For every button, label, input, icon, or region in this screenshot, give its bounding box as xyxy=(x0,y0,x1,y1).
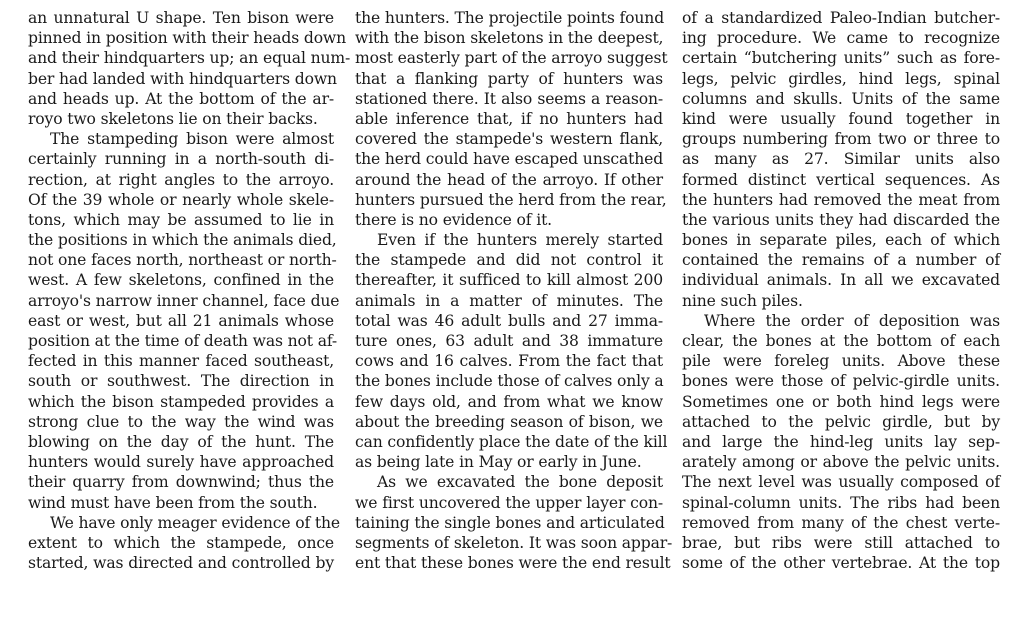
text-line: legs, pelvic girdles, hind legs, spinal xyxy=(682,69,1000,88)
text-line: the positions in which the animals died, xyxy=(28,231,337,250)
text-line: columns and skulls. Units of the same xyxy=(682,89,1000,108)
text-line: thereafter, it sufficed to kill almost 200 xyxy=(355,271,663,290)
text-line: we first uncovered the upper layer con- xyxy=(355,493,663,512)
text-line: there is no evidence of it. xyxy=(355,210,552,229)
text-line: with the bison skeletons in the deepest, xyxy=(355,29,664,48)
text-line: the herd could have escaped unscathed xyxy=(355,150,664,169)
text-line: nine such piles. xyxy=(682,291,803,310)
text-line: and their hindquarters up; an equal num- xyxy=(28,49,351,68)
text-line: around the head of the arroyo. If other xyxy=(355,170,663,189)
text-line: south or southwest. The direction in xyxy=(28,372,334,391)
text-line: the stampede and did not control it xyxy=(355,251,663,270)
text-line: As we excavated the bone deposit xyxy=(377,473,663,492)
text-line: arroyo's narrow inner channel, face due xyxy=(28,291,340,310)
text-line: formed distinct vertical sequences. As xyxy=(682,170,1000,189)
text-line: most easterly part of the arroyo suggest xyxy=(355,49,668,68)
text-line: hunters would surely have approached xyxy=(28,453,334,472)
text-line: tons, which may be assumed to lie in xyxy=(28,210,334,229)
text-line: certainly running in a north-south di- xyxy=(28,150,334,169)
text-line: Where the order of deposition was xyxy=(704,311,1000,330)
text-line: bones in separate piles, each of which xyxy=(682,231,1000,250)
text-line: total was 46 adult bulls and 27 imma- xyxy=(355,311,663,330)
text-line: bones were those of pelvic-girdle units. xyxy=(682,372,1000,391)
text-line: pinned in position with their heads down xyxy=(28,29,347,48)
text-line: ber had landed with hindquarters down xyxy=(28,69,337,88)
text-line: east or west, but all 21 animals whose xyxy=(28,311,334,330)
text-line: Sometimes one or both hind legs were xyxy=(682,392,1000,411)
text-line: as many as 27. Similar units also xyxy=(682,150,1000,169)
text-line: royo two skeletons lie on their backs. xyxy=(28,109,318,128)
text-line: of a standardized Paleo-Indian butcher- xyxy=(682,9,1000,27)
text-line: spinal-column units. The ribs had been xyxy=(682,493,1000,512)
text-line: stationed there. It also seems a reason- xyxy=(355,89,663,108)
text-line: which the bison stampeded provides a xyxy=(28,392,334,411)
text-line: some of the other vertebrae. At the top xyxy=(682,554,1000,573)
text-line: started, was directed and controlled by xyxy=(28,554,334,573)
text-line: animals in a matter of minutes. The xyxy=(355,291,663,310)
text-line: about the breeding season of bison, we xyxy=(355,412,663,431)
text-column-3 xyxy=(682,8,1000,573)
text-line: their quarry from downwind; thus the xyxy=(28,473,334,492)
text-line: The next level was usually composed of xyxy=(682,473,1000,492)
text-line: few days old, and from what we know xyxy=(355,392,663,411)
text-line: fected in this manner faced southeast, xyxy=(28,352,334,371)
text-line: removed from many of the chest verte- xyxy=(682,513,1000,532)
text-line: segments of skeleton. It was soon appar- xyxy=(355,533,673,552)
text-line: able inference that, if no hunters had xyxy=(355,109,663,128)
text-line: strong clue to the way the wind was xyxy=(28,412,334,431)
text-line: ture ones, 63 adult and 38 immature xyxy=(355,332,663,350)
text-line: can confidently place the date of the kill xyxy=(355,432,668,451)
text-line: as being late in May or early in June. xyxy=(355,453,642,472)
text-line: pile were foreleg units. Above these xyxy=(682,352,1000,371)
text-line: Of the 39 whole or nearly whole skele- xyxy=(28,190,334,209)
text-line: blowing on the day of the hunt. The xyxy=(28,432,334,451)
text-line: hunters pursued the herd from the rear, xyxy=(355,190,667,209)
text-column-2 xyxy=(355,8,673,573)
text-line: west. A few skeletons, confined in the xyxy=(28,271,334,290)
text-line: position at the time of death was not af- xyxy=(28,332,338,350)
text-line: clear, the bones at the bottom of each xyxy=(682,332,1000,350)
text-line: taining the single bones and articulated xyxy=(355,513,665,532)
text-line: covered the stampede's western flank, xyxy=(355,130,663,149)
text-line: the various units they had discarded the xyxy=(682,210,1000,229)
text-line: that a flanking party of hunters was xyxy=(355,69,663,88)
text-line: kind were usually found together in xyxy=(682,109,1000,128)
text-line: the hunters. The projectile points found xyxy=(355,9,665,27)
text-line: and heads up. At the bottom of the ar- xyxy=(28,89,334,108)
text-line: brae, but ribs were still attached to xyxy=(682,533,1000,552)
text-line: ent that these bones were the end result xyxy=(355,554,671,573)
text-line: and large the hind-leg units lay sep- xyxy=(682,432,1000,451)
text-line: ing procedure. We came to recognize xyxy=(682,29,1000,48)
text-line: not one faces north, northeast or north- xyxy=(28,251,337,270)
text-line: attached to the pelvic girdle, but by xyxy=(682,412,1000,431)
text-line: extent to which the stampede, once xyxy=(28,533,334,552)
text-line: groups numbering from two or three to xyxy=(682,130,1000,149)
text-line: rection, at right angles to the arroyo. xyxy=(28,170,334,189)
text-line: the hunters had removed the meat from xyxy=(682,190,1000,209)
text-line: cows and 16 calves. From the fact that xyxy=(355,352,663,371)
text-line: the bones include those of calves only a xyxy=(355,372,664,391)
text-line: Even if the hunters merely started xyxy=(377,231,663,250)
text-line: We have only meager evidence of the xyxy=(50,513,340,532)
text-line: contained the remains of a number of xyxy=(682,251,1000,270)
text-line: arately among or above the pelvic units. xyxy=(682,453,1000,472)
text-column-1 xyxy=(28,8,351,573)
text-line: individual animals. In all we excavated xyxy=(682,271,1000,290)
text-line: wind must have been from the south. xyxy=(28,493,318,512)
text-line: The stampeding bison were almost xyxy=(50,130,334,149)
text-line: an unnatural U shape. Ten bison were xyxy=(28,9,334,27)
text-line: certain “butchering units” such as fore- xyxy=(682,49,1000,68)
